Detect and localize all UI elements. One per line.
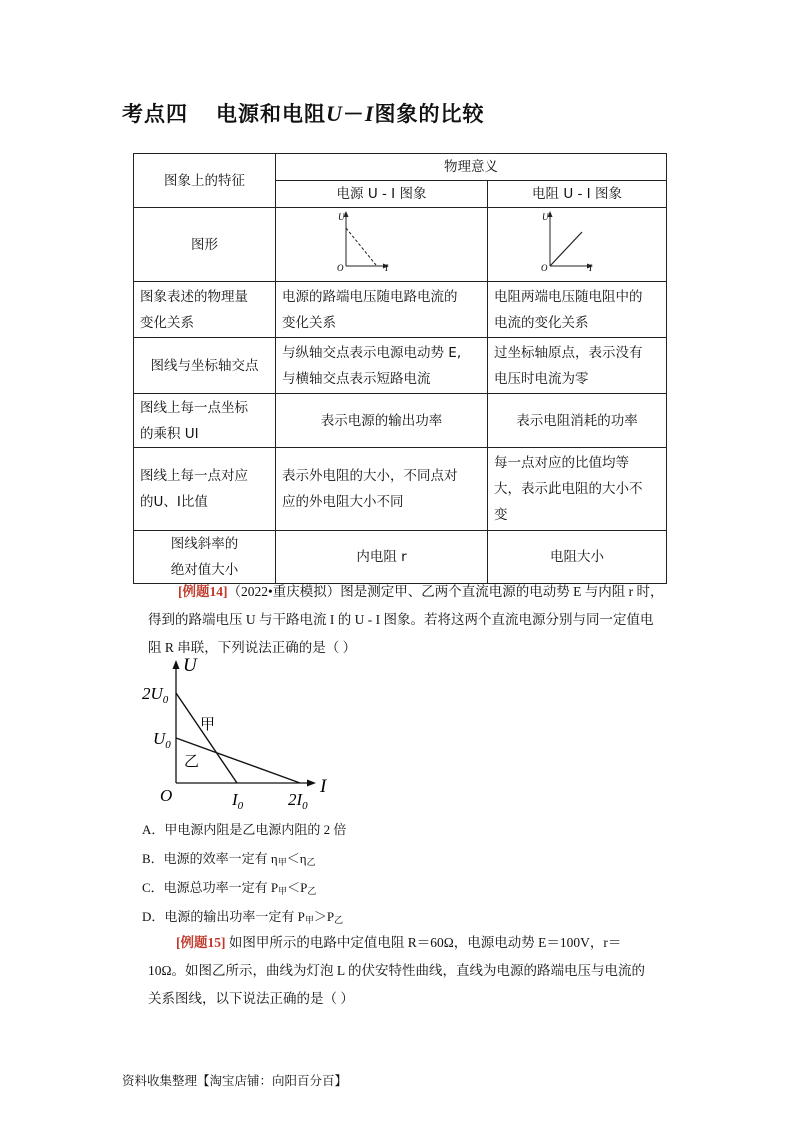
example15-tag: [例题15]	[176, 935, 226, 950]
row-quantity-feature: 图象表述的物理量 变化关系	[134, 282, 276, 338]
row-intersect-resistor: 过坐标轴原点，表示没有 电压时电流为零	[488, 338, 667, 394]
row-slope-source: 内电阻 r	[276, 531, 488, 584]
graph-origin: O	[160, 786, 173, 805]
graph-u-label: U	[338, 212, 345, 222]
row-product-resistor: 表示电阻消耗的功率	[488, 394, 667, 448]
resistor-ui-graph	[494, 208, 604, 272]
comparison-table	[133, 153, 667, 584]
resistor-graph-cell	[488, 208, 667, 282]
example15-line1: [例题15] 如图甲所示的电路中定值电阻 R＝60Ω，电源电动势 E＝100V，r＝	[176, 935, 622, 950]
graph-yi-label: 乙	[184, 752, 200, 770]
graph-o-label: O	[337, 263, 344, 272]
row-slope-resistor: 电阻大小	[488, 531, 667, 584]
row-ratio-source: 表示外电阻的大小，不同点对 应的外电阻大小不同	[276, 448, 488, 531]
row-product-feature: 图线上每一点坐标 的乘积 UI	[134, 394, 276, 448]
example14-line3: 阻 R 串联，下列说法正确的是（ ）	[148, 640, 357, 655]
example15-line2: 10Ω。如图乙所示，曲线为灯泡 L 的伏安特性曲线，直线为电源的路端电压与电流的	[148, 963, 646, 978]
row-slope-feature: 图线斜率的 绝对值大小	[134, 531, 276, 584]
row-quantity-source: 电源的路端电压随电路电流的 变化关系	[276, 282, 488, 338]
page-title: 考点四 电源和电阻U－I图象的比较	[122, 101, 485, 126]
row-graph-label: 图形	[134, 208, 276, 282]
graph-i-label: I	[385, 263, 388, 272]
example14-line2: 得到的路端电压 U 与干路电流 I 的 U - I 图象。若将这两个直流电源分别与同一定值电	[148, 612, 654, 627]
option-b[interactable]: B．电源的效率一定有 $\eta_甲<\eta_乙$	[142, 851, 316, 867]
graph-axis-u: U	[183, 655, 197, 676]
example15-line3: 关系图线，以下说法正确的是（ ）	[148, 991, 354, 1006]
row-intersect-feature: 图线与坐标轴交点	[134, 338, 276, 394]
graph-i0-label: $I_0$	[232, 790, 244, 812]
option-c[interactable]: C．电源总功率一定有 $P_甲<P_乙$	[142, 880, 317, 896]
example14-tag: [例题14]	[178, 584, 228, 599]
graph-2u0-label: $2U_0$	[142, 684, 169, 706]
row-quantity-resistor: 电阻两端电压随电阻中的 电流的变化关系	[488, 282, 667, 338]
page-footer: 资料收集整理【淘宝店铺：向阳百分百】	[122, 1073, 348, 1088]
graph-jia-label: 甲	[200, 715, 216, 733]
header-feature: 图象上的特征	[134, 154, 276, 208]
graph-axis-i: I	[320, 776, 327, 797]
row-intersect-source: 与纵轴交点表示电源电动势 E, 与横轴交点表示短路电流	[276, 338, 488, 394]
col-resistor: 电阻 U - I 图象	[488, 181, 667, 208]
col-source: 电源 U - I 图象	[276, 181, 488, 208]
graph-o-label: O	[541, 263, 548, 272]
header-meaning: 物理意义	[276, 154, 667, 181]
row-ratio-feature: 图线上每一点对应 的U、I比值	[134, 448, 276, 531]
option-a[interactable]: A．甲电源内阻是乙电源内阻的 2 倍	[142, 822, 347, 837]
graph-u0-label: $U_0$	[153, 729, 171, 751]
example14-line1: [例题14]（2022•重庆模拟）图是测定甲、乙两个直流电源的电动势 E 与内阻 r 时，	[178, 584, 664, 599]
source-graph-cell	[276, 208, 488, 282]
source-ui-graph	[282, 208, 392, 272]
example14-graph	[140, 655, 340, 815]
option-d[interactable]: D．电源的输出功率一定有 $P_甲>P_乙$	[142, 909, 344, 925]
graph-u-label: U	[542, 212, 549, 222]
graph-2i0-label: $2I_0$	[288, 790, 308, 812]
row-ratio-resistor: 每一点对应的比值均等 大，表示此电阻的大小不 变	[488, 448, 667, 531]
row-product-source: 表示电源的输出功率	[276, 394, 488, 448]
graph-i-label: I	[589, 263, 592, 272]
